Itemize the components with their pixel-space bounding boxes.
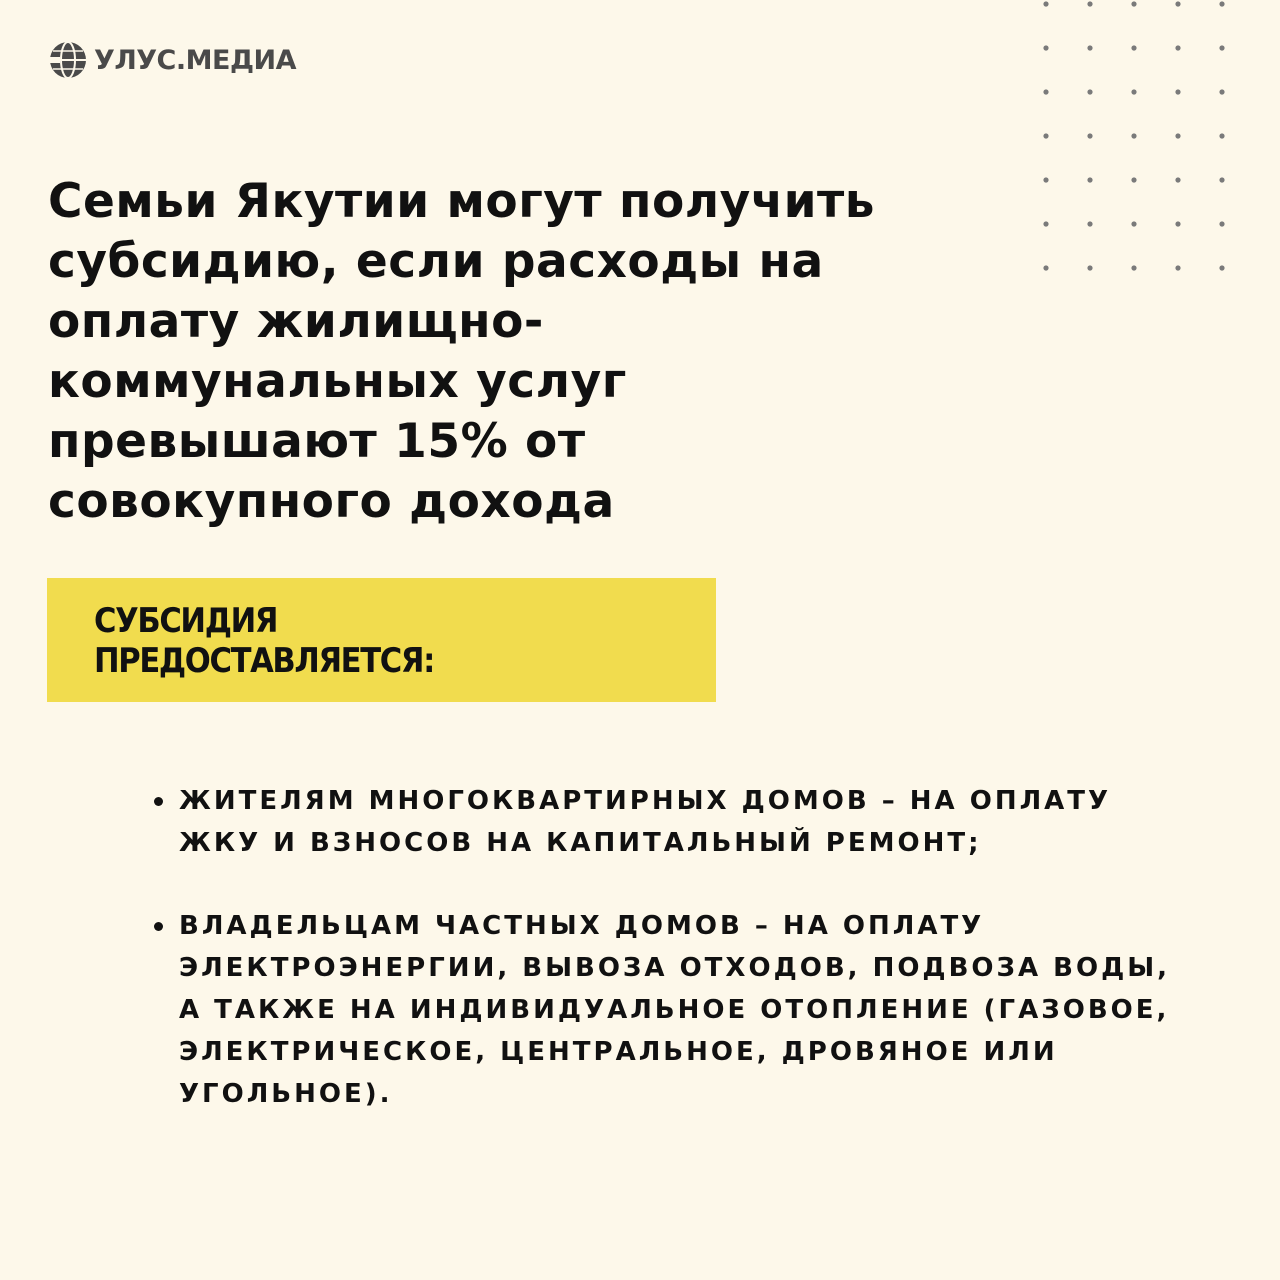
decorative-dot <box>1175 221 1180 226</box>
decorative-dot <box>1043 221 1048 226</box>
decorative-dot <box>1219 1 1224 6</box>
bullet-icon <box>154 922 163 931</box>
decorative-dot <box>1043 1 1048 6</box>
headline: Семьи Якутии могут получить субсидию, если расходы на оплату жилищно-коммунальных услуг превышают 15% от совокупного дохода <box>48 174 875 529</box>
decorative-dot <box>1131 1 1136 6</box>
bullet-icon <box>154 797 163 806</box>
decorative-dot <box>1087 133 1092 138</box>
brand-name: УЛУС.МЕДИА <box>94 44 296 76</box>
banner-heading <box>94 601 434 681</box>
list-item <box>152 780 1172 864</box>
banner-line-1: СУБСИДИЯ <box>94 601 278 641</box>
decorative-dot <box>1043 265 1048 270</box>
decorative-dot <box>1175 45 1180 50</box>
decorative-dot <box>1175 177 1180 182</box>
list-item <box>152 905 1172 1115</box>
decorative-dot <box>1087 177 1092 182</box>
list-item-text: ВЛАДЕЛЬЦАМ ЧАСТНЫХ ДОМОВ – НА ОПЛАТУ ЭЛЕКТРОЭНЕРГИИ, ВЫВОЗА ОТХОДОВ, ПОДВОЗА ВОДЫ, А ТАКЖЕ НА ИНДИВИДУАЛЬНОЕ ОТОПЛЕНИЕ (ГАЗОВОЕ, ЭЛЕКТРИЧЕСКОЕ, ЦЕНТРАЛЬНОЕ, ДРОВЯНОЕ ИЛИ УГОЛЬНОЕ). <box>179 911 1171 1109</box>
decorative-dot <box>1043 177 1048 182</box>
decorative-dot <box>1175 89 1180 94</box>
decorative-dot <box>1087 45 1092 50</box>
decorative-dot <box>1087 265 1092 270</box>
decorative-dot <box>1175 265 1180 270</box>
eligibility-list <box>152 780 1172 1156</box>
decorative-dot <box>1131 221 1136 226</box>
decorative-dot <box>1175 133 1180 138</box>
decorative-dot <box>1131 45 1136 50</box>
globe-logo-icon <box>48 40 88 80</box>
decorative-dot <box>1175 1 1180 6</box>
decorative-dot <box>1219 89 1224 94</box>
decorative-dot <box>1219 265 1224 270</box>
dot-grid-decoration <box>1030 0 1270 290</box>
list-item-text: ЖИТЕЛЯМ МНОГОКВАРТИРНЫХ ДОМОВ – НА ОПЛАТУ ЖКУ И ВЗНОСОВ НА КАПИТАЛЬНЫЙ РЕМОНТ; <box>179 786 1112 858</box>
decorative-dot <box>1219 221 1224 226</box>
decorative-dot <box>1131 133 1136 138</box>
decorative-dot <box>1131 89 1136 94</box>
brand-logo <box>48 40 296 80</box>
decorative-dot <box>1219 177 1224 182</box>
decorative-dot <box>1219 133 1224 138</box>
decorative-dot <box>1043 133 1048 138</box>
decorative-dot <box>1219 45 1224 50</box>
decorative-dot <box>1043 45 1048 50</box>
decorative-dot <box>1087 1 1092 6</box>
highlight-banner <box>47 578 716 702</box>
decorative-dot <box>1131 177 1136 182</box>
decorative-dot <box>1043 89 1048 94</box>
decorative-dot <box>1131 265 1136 270</box>
decorative-dot <box>1087 89 1092 94</box>
banner-line-2: ПРЕДОСТАВЛЯЕТСЯ: <box>94 641 434 681</box>
decorative-dot <box>1087 221 1092 226</box>
